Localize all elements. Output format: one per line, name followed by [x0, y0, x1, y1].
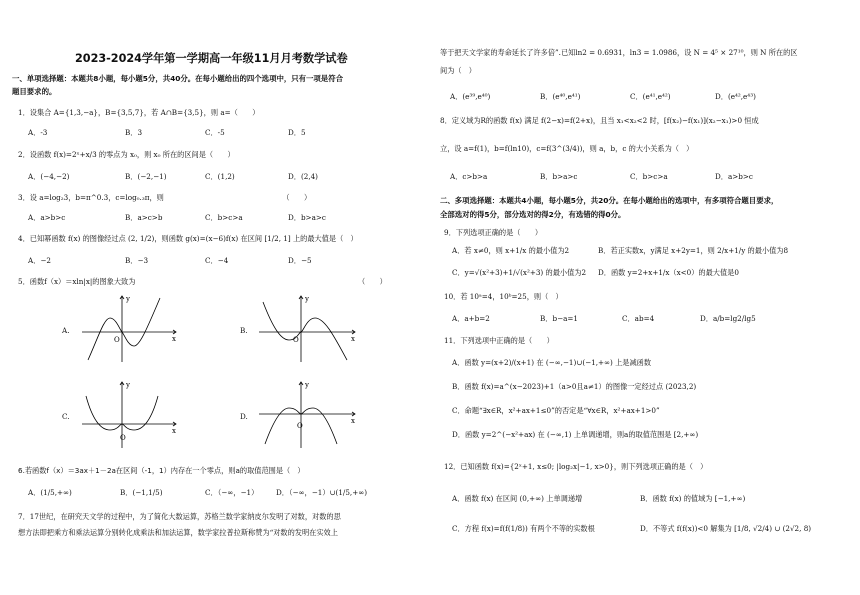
- y-label: y: [305, 295, 309, 303]
- q3-option-c: C．b>c>a: [205, 213, 243, 222]
- q8-option-a: A．c>b>a: [450, 172, 488, 181]
- q2-option-d: D．(2,4): [288, 172, 318, 181]
- q1-option-d: D．5: [288, 128, 306, 137]
- q9-option-d: D．函数 y=2+x+1/x（x<0）的最大值是0: [598, 268, 739, 277]
- section2-heading: 二、多项选择题：本题共4小题，每小题5分，共20分。在每小题给出的选项中，有多项符合题目要求，: [440, 196, 779, 205]
- q11-option-c: C．命题“∃x∈R，x²+ax+1≤0”的否定是“∀x∈R，x²+ax+1>0”: [452, 406, 660, 415]
- q9-option-c: C．y=√(x²+3)+1/√(x²+3) 的最小值为2: [452, 268, 587, 277]
- q12-option-b: B．函数 f(x) 的值域为 [−1,+∞): [640, 494, 746, 503]
- question-12: 12．已知函数 f(x)={2ˣ+1, x≤0; |log₂x|−1, x>0}，则下列选项正确的是（ ）: [444, 462, 708, 471]
- q9-option-b: B．若正实数x，y满足 x+2y=1，则 2/x+1/y 的最小值为8: [598, 246, 789, 255]
- x-label: x: [351, 335, 355, 343]
- graph-a-label: A.: [62, 326, 70, 335]
- origin-label: O: [293, 336, 299, 344]
- curve-b: [263, 302, 347, 360]
- q2-option-b: B．(−2,−1): [125, 172, 167, 181]
- q3-option-b: B．a>c>b: [125, 213, 163, 222]
- origin-label: O: [297, 422, 303, 430]
- question-4: 4．已知幂函数 f(x) 的图像经过点 (2, 1/2)，则函数 g(x)=(x−6)f(x) 在区间 [1/2, 1] 上的最大值是（ ）: [18, 234, 358, 243]
- q1-option-c: C．-5: [205, 128, 225, 137]
- q4-option-c: C．−4: [205, 256, 229, 265]
- question-3: 3．设 a=log₂3，b=π^0.3，c=log₀.₃π，则 （ ）: [18, 193, 312, 202]
- question-7-line4: 间为（ ）: [440, 66, 476, 75]
- q10-option-c: C．ab=4: [622, 314, 655, 323]
- question-7-line2: 想方法即把乘方和乘法运算分别转化成乘法和加法运算，数学家拉普拉斯称赞为“对数的发明在实效上: [18, 528, 338, 537]
- q1-option-a: A．-3: [28, 128, 48, 137]
- y-label: y: [305, 381, 309, 389]
- q4-option-d: D．−5: [288, 256, 312, 265]
- question-7-line1: 7．17世纪，在研究天文学的过程中，为了简化大数运算，苏格兰数学家纳皮尔发明了对数，对数的思: [18, 512, 341, 521]
- right-column: [430, 0, 860, 595]
- x-label: x: [172, 335, 176, 343]
- question-9: 9．下列选项正确的是（ ）: [444, 228, 543, 237]
- q7-option-d: D．(e⁴²,e⁴³): [715, 92, 756, 101]
- q3-option-a: A．a>b>c: [28, 213, 66, 222]
- curve-a: [88, 298, 160, 360]
- q12-option-d: D．不等式 f(f(x))<0 解集为 [1/8, √2/4) ∪ (2√2, 8): [640, 524, 812, 533]
- graph-d: [255, 378, 360, 450]
- question-11: 11．下列选项中正确的是（ ）: [444, 336, 554, 345]
- graph-b: [255, 292, 360, 364]
- y-label: y: [126, 295, 130, 303]
- graph-c: [78, 378, 180, 450]
- question-8-line2: 立，设 a=f(1)，b=f(ln10)，c=f(3^(3/4))，则 a，b，c 的大小关系为（ ）: [440, 144, 694, 153]
- q12-option-a: A．函数 f(x) 在区间 (0,+∞) 上单调递增: [452, 494, 583, 503]
- q8-option-c: C．b>c>a: [630, 172, 668, 181]
- y-label: y: [126, 381, 130, 389]
- graph-d-label: D.: [240, 412, 248, 421]
- q2-option-c: C．(1,2): [205, 172, 235, 181]
- q11-option-a: A．函数 y=(x+2)/(x+1) 在 (−∞,−1)∪(−1,+∞) 上是减函数: [452, 358, 652, 367]
- section2-heading-cont: 全部选对的得5分，部分选对的得2分，有选错的得0分。: [440, 210, 626, 219]
- q6-option-d: D．（−∞，−1）∪(1/5,+∞): [276, 488, 368, 497]
- question-2: 2．设函数 f(x)=2ˣ+x/3 的零点为 x₀，则 x₀ 所在的区间是（ ）: [18, 150, 235, 159]
- question-10: 10．若 10ᵃ=4，10ᵇ=25，则（ ）: [444, 292, 563, 301]
- q10-option-b: B．b−a=1: [540, 314, 578, 323]
- q10-option-a: A．a+b=2: [452, 314, 490, 323]
- q11-option-b: B．函数 f(x)=a^(x−2023)+1（a>0且a≠1）的图像一定经过点 (2023,2): [452, 382, 697, 391]
- page-title: 2023-2024学年第一学期高一年级11月月考数学试卷: [75, 52, 348, 65]
- question-6: 6.若函数f（x）＝3ax＋1－2a在区间（-1，1）内存在一个零点，则a的取值范围是（ ）: [18, 466, 305, 475]
- q8-option-d: D．a>b>c: [715, 172, 753, 181]
- q4-option-b: B．−3: [125, 256, 149, 265]
- question-5: 5．函数f（x）＝xln|x|的图象大致为: [18, 277, 136, 286]
- q8-option-b: B．b>a>c: [540, 172, 578, 181]
- q12-option-c: C．方程 f(x)=f(f(1/8)) 有两个不等的实数根: [452, 524, 595, 533]
- q10-option-d: D．a/b=lg2/lg5: [700, 314, 756, 323]
- q6-option-b: B．(−1,1/5): [120, 488, 163, 497]
- q4-option-a: A．−2: [28, 256, 51, 265]
- question-8-line1: 8．定义域为R的函数 f(x) 满足 f(2−x)=f(2+x)，且当 x₁<x₂<2 时，[f(x₂)−f(x₁)](x₂−x₁)>0 恒成: [440, 116, 759, 125]
- q2-option-a: A．(−4,−2): [28, 172, 70, 181]
- question-7-line3: 等于把天文学家的寿命延长了许多倍”.已知ln2 = 0.6931，ln3 = 1.0986，设 N = 4⁵ × 27¹⁰，则 N 所在的区: [440, 48, 798, 57]
- graph-b-label: B.: [240, 326, 248, 335]
- origin-label: O: [114, 336, 120, 344]
- x-label: x: [351, 417, 355, 425]
- section1-heading: 一、单项选择题：本题共8小题，每小题5分，共40分。在每小题给出的四个选项中，只有一项是符合: [12, 74, 343, 83]
- x-label: x: [172, 427, 176, 435]
- question-1: 1．设集合 A={1,3,−a}，B={3,5,7}，若 A∩B={3,5}，则 a=（ ）: [18, 108, 260, 117]
- q1-option-b: B．3: [125, 128, 143, 137]
- section1-heading-cont: 题目要求的。: [12, 87, 57, 96]
- origin-label: O: [120, 434, 126, 442]
- q9-option-a: A．若 x≠0，则 x+1/x 的最小值为2: [452, 246, 570, 255]
- q3-option-d: D．b>a>c: [288, 213, 326, 222]
- q7-option-c: C．(e⁴¹,e⁴²): [630, 92, 671, 101]
- q6-option-c: C．（−∞，−1）: [205, 488, 259, 497]
- q6-option-a: A．(1/5,+∞): [28, 488, 72, 497]
- q5-answer-paren: （ ）: [358, 277, 387, 286]
- q11-option-d: D．函数 y=2^(−x²+ax) 在 (−∞,1) 上单调递增，则a的取值范围是 [2,+∞): [452, 430, 699, 439]
- q7-option-b: B．(e⁴⁰,e⁴¹): [540, 92, 581, 101]
- graph-c-label: C.: [62, 412, 70, 421]
- q7-option-a: A．(e³⁹,e⁴⁰): [450, 92, 491, 101]
- graph-a: [78, 292, 180, 364]
